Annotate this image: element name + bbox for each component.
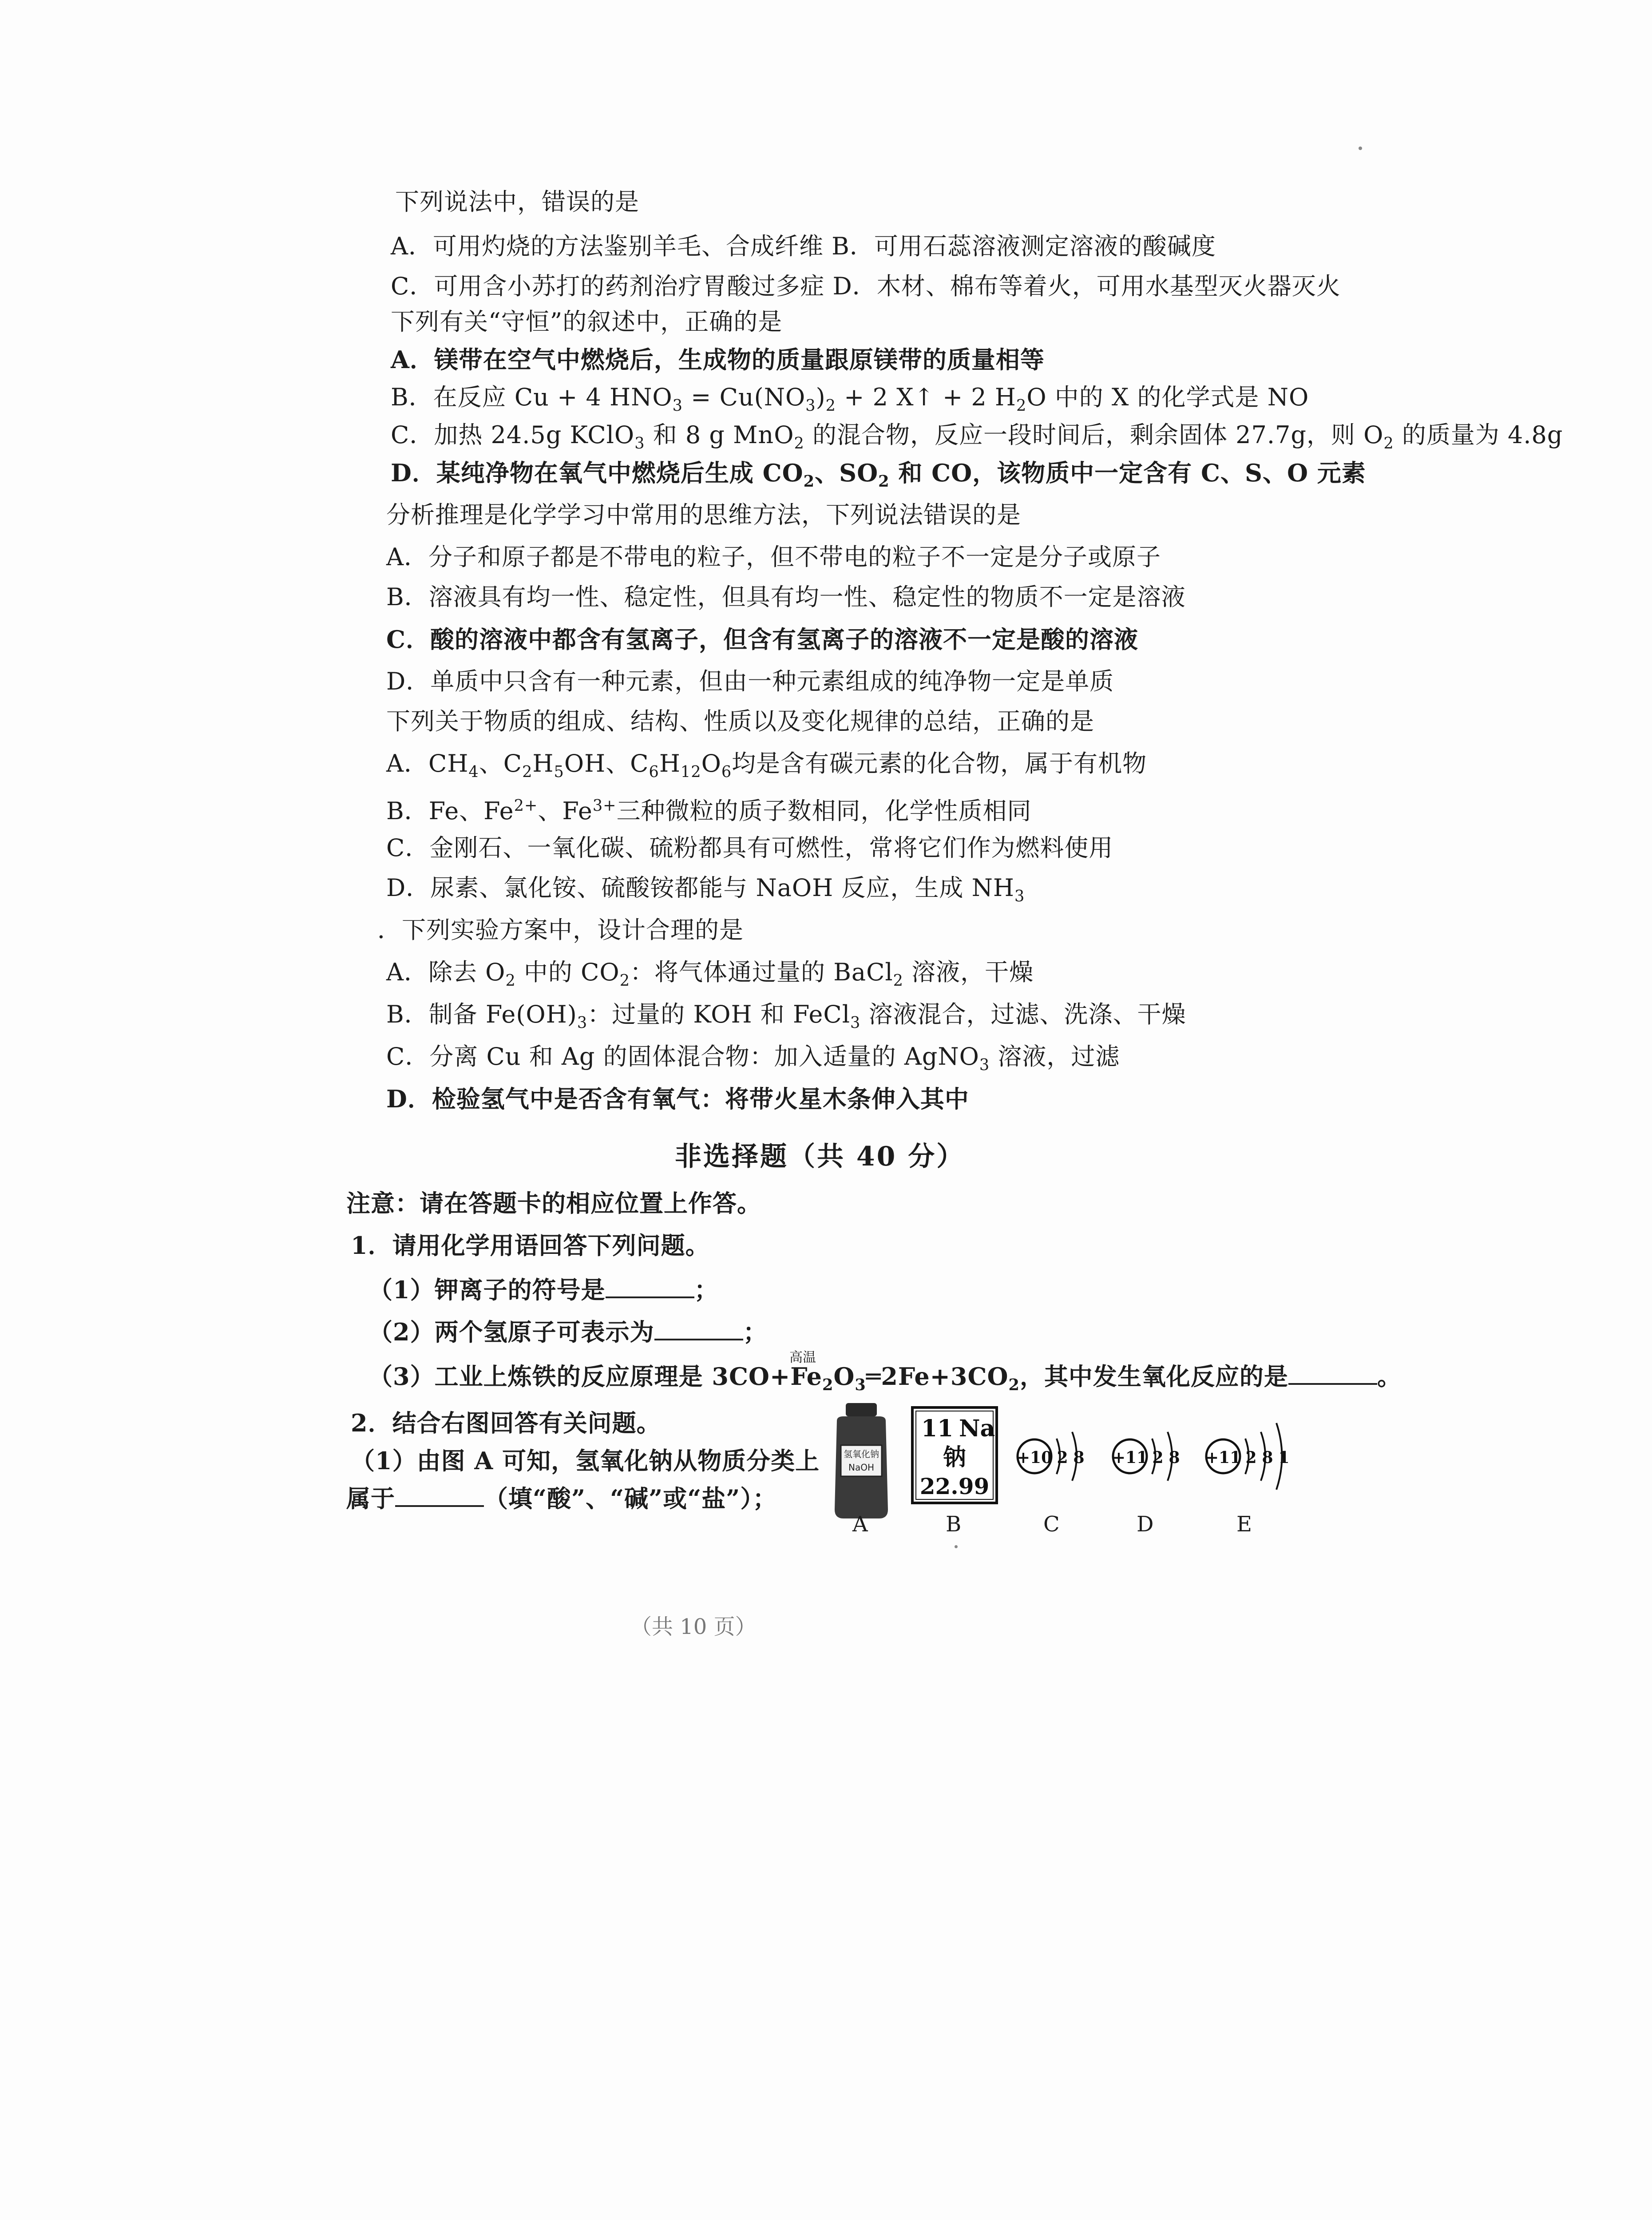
fill-q2-part1-line2: 属于 （填“酸”、“碱”或“盐”）；: [346, 1484, 777, 1513]
q3-stem: 分析推理是化学学习中常用的思维方法，下列说法错误的是: [386, 501, 1021, 529]
q2-option-a: A．镁带在空气中燃烧后，生成物的质量跟原镁带的质量相等: [391, 345, 1045, 374]
section-note: 注意：请在答题卡的相应位置上作答。: [346, 1189, 761, 1217]
q2-option-b: B．在反应 Cu + 4 $HNO_3 = Cu(NO_3)_2 + 2$ X↑ + 2 $H_2O$ 中的 X 的化学式是 NO: [391, 383, 1309, 415]
q3-option-a: A．分子和原子都是不带电的粒子，但不带电的粒子不一定是分子或原子: [386, 543, 1161, 571]
figure-panel: [826, 1403, 1323, 1527]
fill-q2-part1-line1: （1）由图 A 可知，氢氧化钠从物质分类上: [351, 1447, 820, 1475]
figure-label-c: C: [1043, 1512, 1060, 1537]
q5-option-c: C．分离 Cu 和 Ag 的固体混合物：加入适量的 AgNO$_3$ 溶液，过滤: [386, 1043, 1120, 1074]
q5-option-a: A．除去 $O_2$ 中的 $CO_2$：将气体通过量的 BaCl$_2$ 溶液，干燥: [386, 958, 1034, 990]
q2-stem: 下列有关“守恒”的叙述中，正确的是: [391, 308, 783, 336]
q4-option-d: D．尿素、氯化铵、硫酸铵都能与 NaOH 反应，生成 $NH_3$: [386, 874, 1025, 905]
q2-option-c: C．加热 24.5g KClO$_3$ 和 8 g MnO$_2$ 的混合物，反应一段时间后，剩余固体 27.7g，则 $O_2$ 的质量为 4.8g: [391, 421, 1563, 452]
fill-q1-part3: （3）工业上炼铁的反应原理是 $3CO+Fe_2O_3═2Fe+3CO_2$，其中发生氧化反应的是 。: [368, 1362, 1402, 1394]
answer-blank[interactable]: [1288, 1363, 1377, 1385]
shell-1-e: 2: [1245, 1448, 1257, 1467]
particle-structure-c: [1017, 1432, 1085, 1481]
periodic-element-box: [912, 1407, 997, 1503]
scan-speck: [955, 1545, 958, 1548]
q4-option-a: A．$CH_4$、$C_2H_5OH$、$C_6H_{12}O_6$均是含有碳元素的化合物，属于有机物: [386, 749, 1147, 781]
element-symbol: Na: [959, 1415, 995, 1442]
shell-2-d: 8: [1169, 1448, 1180, 1467]
q4-option-c: C．金刚石、一氧化碳、硫粉都具有可燃性，常将它们作为燃料使用: [386, 834, 1113, 862]
fill-q1-stem: 1．请用化学用语回答下列问题。: [351, 1231, 710, 1260]
fill-q1-part1: （1）钾离子的符号是 ；: [368, 1276, 719, 1304]
q3-option-b: B．溶液具有均一性、稳定性，但具有均一性、稳定性的物质不一定是溶液: [386, 583, 1186, 611]
section-title: 非选择题（共 40 分）: [675, 1141, 965, 1172]
q5-option-b: B．制备 $Fe(OH)_3$：过量的 KOH 和 FeCl$_3$ 溶液混合，过滤、洗涤、干燥: [386, 1000, 1186, 1032]
answer-blank[interactable]: [395, 1485, 484, 1507]
answer-blank[interactable]: [606, 1276, 694, 1298]
answer-blank[interactable]: [654, 1318, 743, 1340]
q5-option-d: D．检验氢气中是否含有氧气：将带火星木条伸入其中: [386, 1085, 969, 1113]
q1-options-cd: C．可用含小苏打的药剂治疗胃酸过多症 D．木材、棉布等着火，可用水基型灭火器灭火: [391, 272, 1341, 300]
figure-label-d: D: [1137, 1512, 1154, 1537]
shell-2-e: 8: [1262, 1448, 1273, 1467]
nucleus-charge-e: +11: [1205, 1448, 1241, 1467]
q3-option-c: C．酸的溶液中都含有氢离子，但含有氢离子的溶液不一定是酸的溶液: [386, 625, 1138, 654]
q4-stem: 下列关于物质的组成、结构、性质以及变化规律的总结，正确的是: [386, 707, 1094, 735]
q4-option-b: B．Fe、$Fe^{2+}$、$Fe^{3+}$三种微粒的质子数相同，化学性质相同: [386, 797, 1032, 825]
q1-stem: 下列说法中，错误的是: [395, 188, 639, 216]
nucleus-charge-c: +10: [1016, 1448, 1053, 1467]
bottle-label-name: 氢氧化钠: [844, 1449, 879, 1459]
reaction-condition-label: 高温: [789, 1350, 816, 1365]
atomic-mass: 22.99: [919, 1473, 990, 1499]
fill-q2-stem: 2．结合右图回答有关问题。: [351, 1409, 661, 1437]
nucleus-charge-d: +11: [1112, 1448, 1148, 1467]
fill-q1-part2: （2）两个氢原子可表示为 ；: [368, 1318, 768, 1346]
page-footer: （共 10 页）: [630, 1614, 757, 1639]
element-name: 钠: [943, 1444, 967, 1471]
shell-2-c: 8: [1073, 1448, 1085, 1467]
scan-speck: [1359, 147, 1362, 150]
shell-3-e: 1: [1278, 1448, 1290, 1467]
bottle-label-formula: NaOH: [848, 1462, 874, 1473]
atomic-number: 11: [921, 1415, 954, 1442]
q1-options-ab: A．可用灼烧的方法鉴别羊毛、合成纤维 B．可用石蕊溶液测定溶液的酸碱度: [391, 232, 1216, 260]
q3-option-d: D．单质中只含有一种元素，但由一种元素组成的纯净物一定是单质: [386, 667, 1114, 695]
shell-1-d: 2: [1152, 1448, 1164, 1467]
figure-label-a: A: [852, 1512, 868, 1537]
particle-structure-d: [1112, 1432, 1180, 1481]
particle-structure-e: [1205, 1423, 1290, 1490]
figure-label-b: B: [946, 1512, 962, 1537]
q5-stem: ．下列实验方案中，设计合理的是: [377, 916, 744, 944]
q2-option-d: D．某纯净物在氧气中燃烧后生成 $CO_2$、$SO_2$ 和 CO，该物质中一定含有 C、S、O 元素: [391, 459, 1366, 491]
reagent-bottle-figure: [835, 1403, 888, 1518]
figure-label-e: E: [1236, 1512, 1252, 1537]
shell-1-c: 2: [1057, 1448, 1068, 1467]
